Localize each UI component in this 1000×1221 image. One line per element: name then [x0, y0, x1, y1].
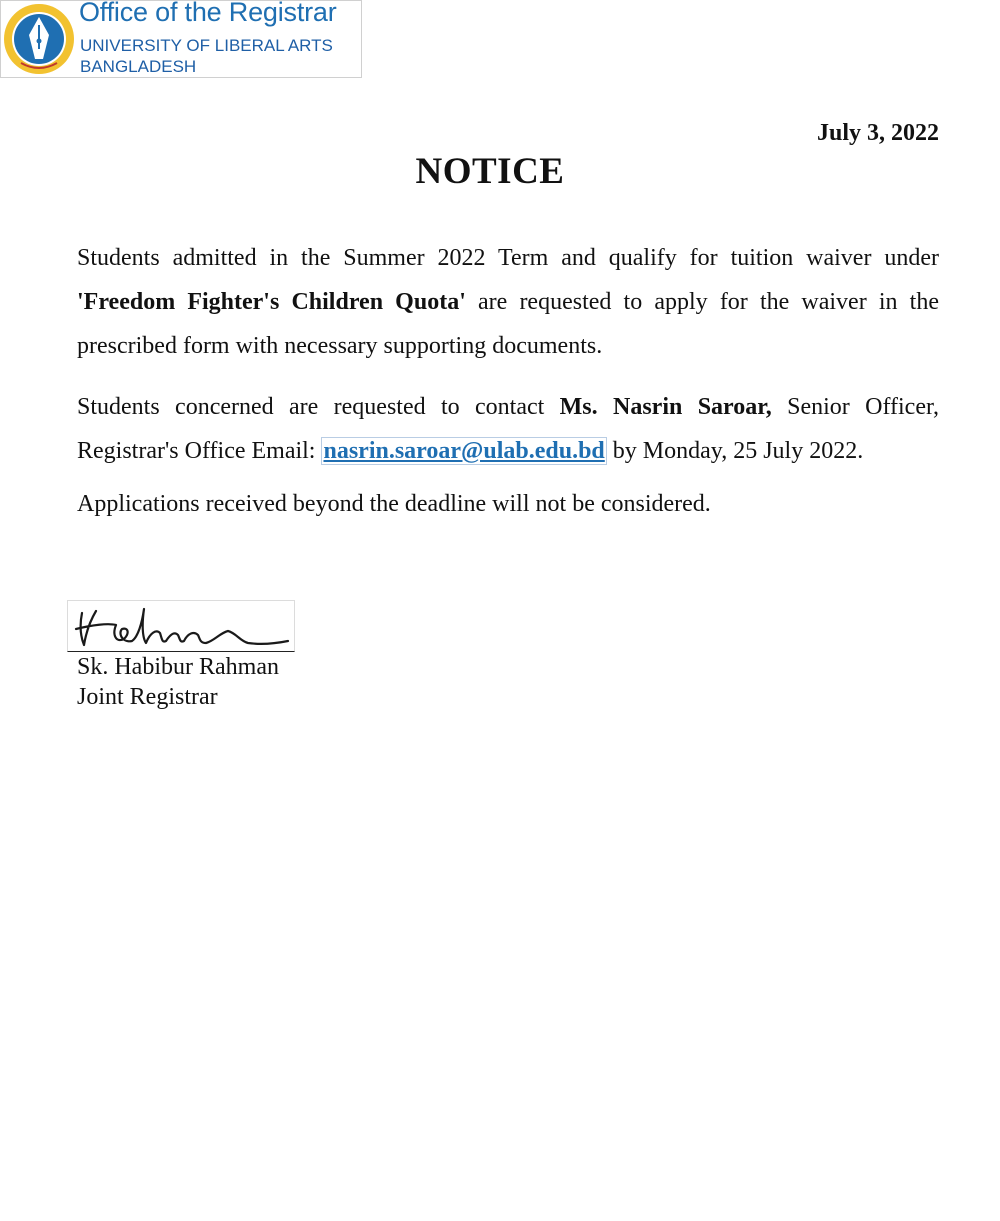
email-link[interactable]: nasrin.saroar@ulab.edu.bd — [323, 438, 605, 464]
contact-name: Ms. Nasrin Saroar, — [559, 394, 772, 420]
signatory-name: Sk. Habibur Rahman — [77, 654, 279, 680]
notice-paragraph-3: Applications received beyond the deadline will not be considered. — [77, 491, 711, 517]
para2-text-a: Students concerned are requested to contact — [77, 394, 560, 420]
notice-date: July 3, 2022 — [816, 120, 939, 146]
para1-text-b: are requested to apply for the waiver in the prescribed form with necessary supporting documents. — [77, 289, 939, 359]
handwritten-signature — [72, 603, 292, 649]
signatory-block — [77, 652, 279, 712]
quota-name: 'Freedom Fighter's Children Quota' — [77, 289, 466, 315]
signatory-title: Joint Registrar — [77, 684, 218, 710]
university-name-line1: UNIVERSITY OF LIBERAL ARTS — [80, 36, 333, 55]
para2-text-b: Senior Officer, Registrar's Office Email: — [77, 394, 939, 464]
signature-box — [67, 600, 295, 652]
notice-body — [77, 236, 939, 535]
university-seal-icon — [3, 3, 75, 75]
para1-text-a: Students admitted in the Summer 2022 Term and qualify for tuition waiver under — [77, 245, 939, 271]
para2-text-c: by Monday, 25 July 2022. — [606, 438, 864, 464]
letterhead — [0, 0, 362, 78]
office-title: Office of the Registrar — [79, 0, 337, 27]
notice-title: NOTICE — [415, 151, 565, 192]
notice-paragraph-2 — [77, 385, 939, 473]
university-name-line2: BANGLADESH — [80, 57, 197, 76]
notice-paragraph-1 — [77, 236, 939, 368]
